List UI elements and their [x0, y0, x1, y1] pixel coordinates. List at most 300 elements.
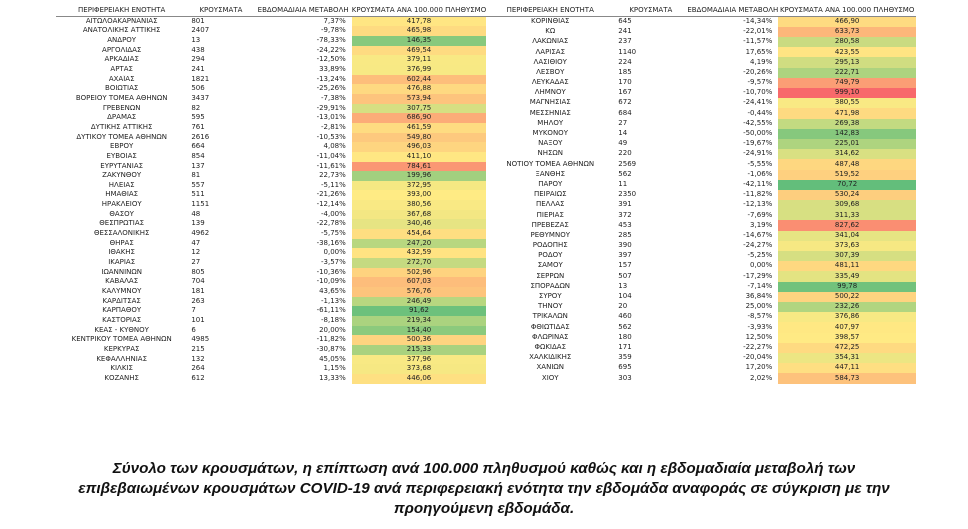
incidence-cell: 466,90 — [778, 16, 916, 27]
incidence-cell: 307,75 — [352, 104, 486, 114]
incidence-cell: 376,86 — [778, 312, 916, 322]
region-cell: ΚΟΡΙΝΘΙΑΣ — [531, 16, 570, 25]
incidence-cell: 496,03 — [352, 142, 486, 152]
incidence-cell: 154,40 — [352, 326, 486, 336]
change-cell: -12,50% — [316, 55, 346, 64]
table-row — [486, 210, 916, 220]
table-row — [56, 374, 486, 384]
incidence-cell: 500,36 — [352, 335, 486, 345]
incidence-cell: 502,96 — [352, 268, 486, 278]
change-cell: -25,26% — [316, 84, 346, 93]
incidence-cell: 199,96 — [352, 171, 486, 181]
table-row — [56, 287, 486, 297]
change-cell: -1,13% — [321, 296, 346, 305]
table-row — [486, 129, 916, 139]
left-table — [56, 6, 486, 384]
cases-cell: 13 — [618, 281, 628, 290]
table-row — [56, 65, 486, 75]
incidence-cell: 373,63 — [778, 241, 916, 251]
right-header-row — [486, 6, 916, 16]
change-cell: -29,91% — [316, 103, 346, 112]
change-cell: 3,19% — [750, 220, 773, 229]
region-cell: ΗΜΑΘΙΑΣ — [105, 190, 139, 199]
region-cell: ΘΕΣΠΡΩΤΙΑΣ — [99, 219, 145, 228]
region-cell: ΑΙΤΩΛΟΑΚΑΡΝΑΝΙΑΣ — [85, 16, 158, 25]
incidence-cell: 219,34 — [352, 316, 486, 326]
cases-cell: 263 — [191, 296, 205, 305]
cases-cell: 294 — [191, 55, 205, 64]
header-cases: ΚΡΟΥΣΜΑΤΑ — [187, 6, 254, 16]
incidence-cell: 446,06 — [352, 374, 486, 384]
table-row — [486, 16, 916, 27]
change-cell: -8,18% — [321, 316, 346, 324]
region-cell: ΚΑΛΥΜΝΟΥ — [101, 287, 142, 296]
cases-cell: 684 — [618, 108, 632, 117]
region-cell: ΑΡΚΑΔΙΑΣ — [104, 55, 139, 64]
cases-cell: 157 — [618, 261, 632, 270]
cases-cell: 220 — [618, 149, 632, 158]
incidence-cell: 376,99 — [352, 65, 486, 75]
table-row — [486, 200, 916, 210]
change-cell: 33,89% — [319, 64, 346, 73]
cases-cell: 460 — [618, 312, 632, 321]
incidence-cell: 749,79 — [778, 78, 916, 88]
region-cell: ΑΝΔΡΟΥ — [107, 35, 137, 44]
incidence-cell: 232,26 — [778, 302, 916, 312]
incidence-cell: 487,48 — [778, 159, 916, 169]
cases-cell: 185 — [618, 67, 632, 76]
change-cell: -7,14% — [747, 281, 773, 290]
change-cell: -4,00% — [321, 209, 346, 218]
region-cell: ΝΗΣΩΝ — [537, 149, 563, 158]
change-cell: -10,53% — [316, 132, 346, 141]
cases-cell: 6 — [191, 325, 196, 334]
cases-cell: 562 — [618, 322, 632, 331]
change-cell: 12,50% — [745, 332, 773, 341]
region-cell: ΚΕΝΤΡΙΚΟΥ ΤΟΜΕΑ ΑΘΗΝΩΝ — [71, 335, 172, 344]
region-cell: ΘΗΡΑΣ — [109, 238, 134, 247]
change-cell: -19,67% — [743, 139, 773, 148]
cases-cell: 264 — [191, 364, 205, 373]
incidence-cell: 573,94 — [352, 94, 486, 104]
table-row — [486, 333, 916, 343]
table-row — [486, 363, 916, 373]
cases-cell: 27 — [618, 118, 628, 127]
change-cell: -3,57% — [321, 258, 346, 267]
table-row — [56, 200, 486, 210]
change-cell: -42,55% — [743, 118, 773, 127]
table-row — [486, 98, 916, 108]
region-cell: ΦΛΩΡΙΝΑΣ — [532, 332, 569, 341]
cases-cell: 397 — [618, 251, 632, 260]
cases-cell: 612 — [191, 373, 205, 382]
table-row — [56, 152, 486, 162]
change-cell: -12,13% — [743, 200, 773, 209]
region-cell: ΣΥΡΟΥ — [538, 292, 562, 301]
table-row — [486, 322, 916, 332]
region-cell: ΕΒΡΟΥ — [110, 142, 134, 151]
cases-cell: 14 — [618, 129, 628, 138]
region-cell: ΠΡΕΒΕΖΑΣ — [531, 220, 569, 229]
region-cell: ΜΕΣΣΗΝΙΑΣ — [529, 108, 571, 117]
table-row — [486, 343, 916, 353]
region-cell: ΛΕΣΒΟΥ — [536, 67, 565, 76]
region-cell: ΔΥΤΙΚΗΣ ΑΤΤΙΚΗΣ — [90, 122, 153, 131]
incidence-cell: 398,57 — [778, 333, 916, 343]
incidence-cell: 633,73 — [778, 27, 916, 37]
table-row — [56, 268, 486, 278]
table-row — [56, 55, 486, 65]
change-cell: -5,25% — [747, 251, 773, 260]
table-row — [56, 248, 486, 258]
table-row — [486, 119, 916, 129]
change-cell: -24,27% — [743, 241, 773, 250]
incidence-cell: 225,01 — [778, 139, 916, 149]
region-cell: ΛΗΜΝΟΥ — [534, 88, 566, 97]
change-cell: 36,84% — [745, 292, 773, 301]
cases-cell: 167 — [618, 88, 632, 97]
table-row — [56, 75, 486, 85]
cases-cell: 27 — [191, 258, 201, 267]
region-cell: ΦΘΙΩΤΙΔΑΣ — [530, 322, 570, 331]
change-cell: 4,08% — [323, 142, 346, 151]
cases-cell: 672 — [618, 98, 632, 107]
incidence-cell: 432,59 — [352, 248, 486, 258]
change-cell: -78,33% — [316, 35, 346, 44]
incidence-cell: 465,98 — [352, 26, 486, 36]
region-cell: ΗΡΑΚΛΕΙΟΥ — [101, 200, 142, 209]
region-cell: ΙΚΑΡΙΑΣ — [108, 258, 136, 267]
incidence-cell: 530,24 — [778, 190, 916, 200]
table-row — [486, 88, 916, 98]
region-cell: ΑΡΤΑΣ — [110, 64, 133, 73]
left-table-body — [56, 16, 486, 383]
region-cell: ΣΕΡΡΩΝ — [536, 271, 565, 280]
cases-cell: 595 — [191, 113, 205, 122]
change-cell: -11,04% — [316, 151, 346, 160]
cases-cell: 805 — [191, 267, 205, 276]
region-cell: ΚΟΖΑΝΗΣ — [104, 373, 139, 382]
region-cell: ΑΡΓΟΛΙΔΑΣ — [102, 45, 142, 54]
region-cell: ΚΑΡΠΑΘΟΥ — [102, 306, 142, 315]
cases-cell: 4962 — [191, 229, 210, 238]
incidence-cell: 215,33 — [352, 345, 486, 355]
region-cell: ΡΕΘΥΜΝΟΥ — [530, 230, 570, 239]
change-cell: 25,00% — [745, 302, 773, 311]
region-cell: ΘΕΣΣΑΛΟΝΙΚΗΣ — [93, 229, 150, 238]
table-row — [56, 229, 486, 239]
right-table-body — [486, 16, 916, 383]
cases-cell: 507 — [618, 271, 632, 280]
change-cell: -5,11% — [321, 180, 346, 189]
table-row — [486, 302, 916, 312]
incidence-cell: 380,55 — [778, 98, 916, 108]
change-cell: -30,87% — [316, 344, 346, 353]
table-row — [56, 326, 486, 336]
cases-cell: 453 — [618, 220, 632, 229]
region-cell: ΠΕΛΛΑΣ — [536, 200, 565, 209]
incidence-cell: 481,11 — [778, 261, 916, 271]
incidence-cell: 377,96 — [352, 355, 486, 365]
cases-cell: 562 — [618, 169, 632, 178]
region-cell: ΧΙΟΥ — [541, 373, 559, 382]
table-row — [56, 364, 486, 374]
cases-cell: 241 — [191, 64, 205, 73]
incidence-cell: 70,72 — [778, 180, 916, 190]
change-cell: -10,36% — [316, 267, 346, 276]
incidence-cell: 423,55 — [778, 47, 916, 57]
cases-cell: 12 — [191, 248, 201, 257]
change-cell: 45,05% — [319, 354, 346, 363]
header-cases: ΚΡΟΥΣΜΑΤΑ — [614, 6, 687, 16]
table-row — [56, 113, 486, 123]
table-row — [56, 94, 486, 104]
cases-cell: 438 — [191, 45, 205, 54]
cases-cell: 224 — [618, 57, 632, 66]
table-row — [486, 241, 916, 251]
region-cell: ΧΑΛΚΙΔΙΚΗΣ — [529, 353, 572, 362]
incidence-cell: 295,13 — [778, 57, 916, 67]
table-row — [56, 84, 486, 94]
region-cell: ΔΥΤΙΚΟΥ ΤΟΜΕΑ ΑΘΗΝΩΝ — [76, 132, 167, 141]
region-cell: ΧΑΝΙΩΝ — [536, 363, 564, 372]
region-cell: ΚΕΦΑΛΛΗΝΙΑΣ — [96, 354, 147, 363]
header-region: ΠΕΡΙΦΕΡΕΙΑΚΗ ΕΝΟΤΗΤΑ — [56, 6, 187, 16]
table-row — [56, 36, 486, 46]
change-cell: -11,82% — [743, 190, 773, 199]
change-cell: -11,57% — [743, 37, 773, 46]
region-cell: ΙΩΑΝΝΙΝΩΝ — [101, 267, 142, 276]
table-row — [56, 26, 486, 36]
incidence-cell: 602,44 — [352, 75, 486, 85]
table-row — [56, 16, 486, 26]
table-row — [486, 251, 916, 261]
change-cell: -38,16% — [316, 238, 346, 247]
cases-cell: 7 — [191, 306, 196, 315]
caption-line: προηγούμενη εβδομάδα. — [393, 500, 575, 517]
cases-cell: 285 — [618, 230, 632, 239]
cases-cell: 761 — [191, 122, 205, 131]
region-cell: ΤΡΙΚΑΛΩΝ — [532, 312, 568, 321]
incidence-cell: 417,78 — [352, 16, 486, 26]
change-cell: -8,57% — [747, 312, 773, 321]
change-cell: -7,69% — [747, 210, 773, 219]
cases-cell: 180 — [618, 332, 632, 341]
change-cell: -2,81% — [321, 122, 346, 131]
change-cell: -22,01% — [743, 27, 773, 36]
table-row — [486, 27, 916, 37]
region-cell: ΖΑΚΥΝΘΟΥ — [102, 171, 142, 180]
region-cell: ΚΑΒΑΛΑΣ — [105, 277, 139, 286]
incidence-cell: 472,25 — [778, 343, 916, 353]
cases-cell: 1151 — [191, 200, 210, 209]
right-table — [486, 6, 916, 384]
change-cell: 0,00% — [750, 261, 773, 270]
cases-cell: 1140 — [618, 47, 637, 56]
cases-cell: 645 — [618, 16, 632, 25]
table-row — [56, 345, 486, 355]
region-cell: ΚΑΡΔΙΤΣΑΣ — [102, 296, 141, 305]
incidence-cell: 407,97 — [778, 322, 916, 332]
table-row — [56, 239, 486, 249]
change-cell: -0,44% — [747, 108, 773, 117]
table-row — [486, 37, 916, 47]
change-cell: -3,93% — [747, 322, 773, 331]
incidence-cell: 607,03 — [352, 277, 486, 287]
incidence-cell: 309,68 — [778, 200, 916, 210]
header-change: ΕΒΔΟΜΑΔΙΑΙΑ ΜΕΤΑΒΟΛΗ — [687, 6, 778, 16]
table-row — [56, 142, 486, 152]
cases-cell: 2616 — [191, 132, 210, 141]
table-row — [56, 181, 486, 191]
incidence-cell: 340,46 — [352, 219, 486, 229]
caption-line: Σύνολο των κρουσμάτων, η επίπτωση ανά 100.000 πληθυσμού καθώς και η εβδομαδιαία μεταβολή των — [112, 460, 856, 477]
incidence-cell: 393,00 — [352, 190, 486, 200]
table-row — [56, 123, 486, 133]
change-cell: -12,14% — [316, 200, 346, 209]
change-cell: -24,91% — [743, 149, 773, 158]
table-row — [56, 133, 486, 143]
change-cell: 20,00% — [319, 325, 346, 334]
table-row — [486, 271, 916, 281]
incidence-cell: 354,31 — [778, 353, 916, 363]
region-cell: ΡΟΔΟΥ — [538, 251, 563, 260]
table-row — [486, 57, 916, 67]
change-cell: -42,11% — [743, 179, 773, 188]
region-cell: ΚΕΑΣ - ΚΥΘΝΟΥ — [94, 325, 149, 334]
change-cell: 0,00% — [323, 248, 346, 257]
change-cell: 43,65% — [319, 287, 346, 296]
table-row — [486, 292, 916, 302]
table-row — [56, 171, 486, 181]
left-header-row — [56, 6, 486, 16]
change-cell: -7,38% — [321, 93, 346, 102]
change-cell: -24,22% — [316, 45, 346, 54]
table-row — [486, 190, 916, 200]
region-cell: ΑΧΑΪΑΣ — [108, 74, 135, 83]
incidence-cell: 576,76 — [352, 287, 486, 297]
change-cell: -50,00% — [743, 129, 773, 138]
cases-cell: 695 — [618, 363, 632, 372]
incidence-cell: 272,70 — [352, 258, 486, 268]
incidence-cell: 335,49 — [778, 271, 916, 281]
incidence-cell: 142,83 — [778, 129, 916, 139]
cases-cell: 132 — [191, 354, 205, 363]
incidence-cell: 584,73 — [778, 373, 916, 383]
cases-cell: 801 — [191, 16, 205, 25]
change-cell: -1,06% — [747, 169, 773, 178]
cases-cell: 47 — [191, 238, 201, 247]
incidence-cell: 784,61 — [352, 162, 486, 172]
region-cell: ΠΑΡΟΥ — [538, 179, 563, 188]
table-row — [486, 353, 916, 363]
incidence-cell: 827,62 — [778, 220, 916, 230]
header-incidence: ΚΡΟΥΣΜΑΤΑ ΑΝΑ 100.000 ΠΛΗΘΥΣΜΟ — [352, 6, 486, 16]
cases-cell: 2350 — [618, 190, 637, 199]
change-cell: -9,57% — [747, 78, 773, 87]
change-cell: -61,11% — [316, 306, 346, 315]
change-cell: 2,02% — [750, 373, 773, 382]
change-cell: 7,37% — [323, 16, 346, 25]
header-region: ΠΕΡΙΦΕΡΕΙΑΚΗ ΕΝΟΤΗΤΑ — [486, 6, 614, 16]
change-cell: -5,55% — [747, 159, 773, 168]
cases-cell: 101 — [191, 316, 205, 324]
table-row — [56, 219, 486, 229]
tables-container — [56, 6, 916, 384]
incidence-cell: 372,95 — [352, 181, 486, 191]
table-row — [56, 306, 486, 316]
incidence-cell: 246,49 — [352, 297, 486, 307]
region-cell: ΝΑΞΟΥ — [538, 139, 563, 148]
region-cell: ΙΘΑΚΗΣ — [108, 248, 135, 257]
change-cell: -10,70% — [743, 88, 773, 97]
region-cell: ΒΟΙΩΤΙΑΣ — [105, 84, 139, 93]
change-cell: -13,24% — [316, 74, 346, 83]
incidence-cell: 307,39 — [778, 251, 916, 261]
incidence-cell: 91,62 — [352, 306, 486, 316]
table-row — [486, 312, 916, 322]
region-cell: ΛΑΡΙΣΑΣ — [535, 47, 565, 56]
change-cell: -24,41% — [743, 98, 773, 107]
table-row — [486, 373, 916, 383]
table-row — [486, 108, 916, 118]
incidence-cell: 999,10 — [778, 88, 916, 98]
change-cell: -21,26% — [316, 190, 346, 199]
table-row — [56, 162, 486, 172]
incidence-cell: 476,88 — [352, 84, 486, 94]
table-row — [56, 335, 486, 345]
cases-cell: 4985 — [191, 335, 210, 344]
change-cell: -9,78% — [321, 26, 346, 35]
caption-line: επιβεβαιωμένων κρουσμάτων COVID-19 ανά περιφερειακή ενότητα την εβδομάδα αναφοράς σε σύγκριση με την — [78, 480, 890, 497]
incidence-cell: 373,68 — [352, 364, 486, 374]
region-cell: ΦΩΚΙΔΑΣ — [534, 342, 566, 351]
incidence-cell: 519,52 — [778, 170, 916, 180]
cases-cell: 13 — [191, 35, 201, 44]
region-cell: ΗΛΕΙΑΣ — [108, 180, 135, 189]
incidence-cell: 222,71 — [778, 68, 916, 78]
cases-cell: 48 — [191, 209, 201, 218]
region-cell: ΣΠΟΡΑΔΩΝ — [530, 281, 571, 290]
change-cell: -13,01% — [316, 113, 346, 122]
incidence-cell: 549,80 — [352, 133, 486, 143]
cases-cell: 557 — [191, 180, 205, 189]
change-cell: -14,34% — [743, 16, 773, 25]
header-change: ΕΒΔΟΜΑΔΙΑΙΑ ΜΕΤΑΒΟΛΗ — [255, 6, 352, 16]
incidence-cell: 380,56 — [352, 200, 486, 210]
incidence-cell: 311,33 — [778, 210, 916, 220]
cases-cell: 390 — [618, 241, 632, 250]
region-cell: ΕΥΒΟΙΑΣ — [106, 151, 137, 160]
table-row — [56, 355, 486, 365]
cases-cell: 2569 — [618, 159, 637, 168]
region-cell: ΚΩ — [545, 27, 556, 36]
cases-cell: 171 — [618, 342, 632, 351]
table-row — [56, 316, 486, 326]
incidence-cell: 146,35 — [352, 36, 486, 46]
table-row — [56, 210, 486, 220]
change-cell: -5,75% — [321, 229, 346, 238]
cases-cell: 391 — [618, 200, 632, 209]
table-row — [486, 47, 916, 57]
change-cell: -22,27% — [743, 342, 773, 351]
region-cell: ΛΕΥΚΑΔΑΣ — [531, 78, 569, 87]
region-cell: ΜΥΚΟΝΟΥ — [532, 129, 568, 138]
incidence-cell: 469,54 — [352, 46, 486, 56]
change-cell: -22,78% — [316, 219, 346, 228]
cases-cell: 137 — [191, 161, 205, 170]
table-row — [56, 297, 486, 307]
